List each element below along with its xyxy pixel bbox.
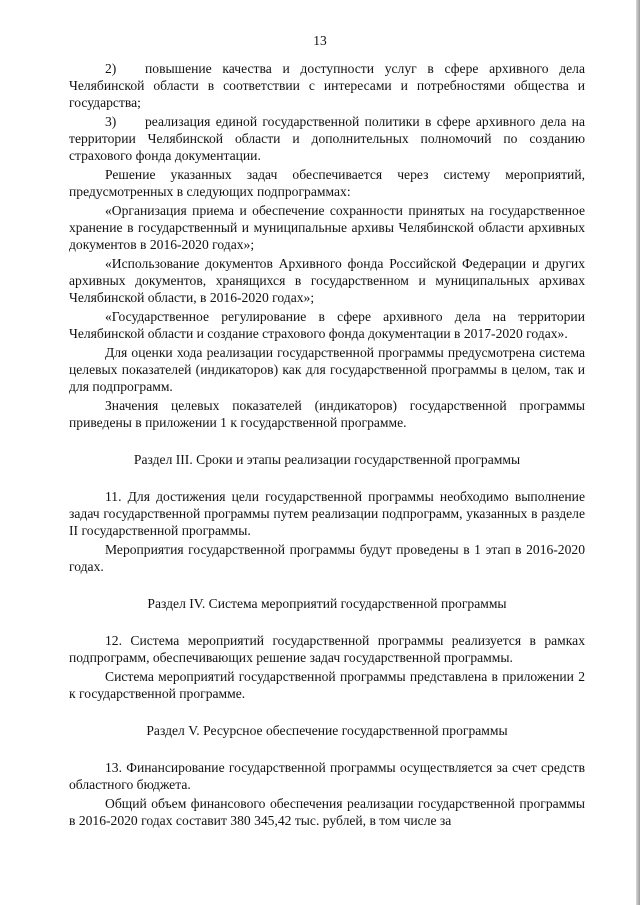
paragraph: 12. Система мероприятий государственной программы реализуется в рамках подпрограмм, обеспечивающих решение задач государственной программы. [69,633,585,665]
paragraph: Общий объем финансового обеспечения реализации государственной программы в 2016-2020 годах составит 380 345,42 тыс. рублей, в том числе за [69,796,585,828]
list-item [69,60,585,111]
section-heading-5: Раздел V. Ресурсное обеспечение государственной программы [146,723,508,738]
paragraph: Мероприятия государственной программы будут проведены в 1 этап в 2016-2020 годах. [69,542,585,574]
paragraph: 13. Финансирование государственной программы осуществляется за счет средств областного бюджета. [69,760,585,792]
subprogram-title: «Использование документов Архивного фонда Российской Федерации и других архивных документов, хранящихся в государственном и муниципальных архивах Челябинской области, в 2016-2020 годах»; [69,256,585,305]
subprogram-title: «Организация приема и обеспечение сохранности принятых на государственное хранение в государственный и муниципальные архивы Челябинской области архивных документов в 2016-2020 годах»; [69,203,585,252]
paragraph-intro: Решение указанных задач обеспечивается через систему мероприятий, предусмотренных в следующих подпрограммах: [69,167,585,199]
paragraph: Значения целевых показателей (индикаторов) государственной программы приведены в приложении 1 к государственной программе. [69,398,585,430]
paragraph: Система мероприятий государственной программы представлена в приложении 2 к государственной программе. [69,669,585,701]
document-body [69,60,585,829]
list-item-text: повышение качества и доступности услуг в сфере архивного дела Челябинской области в соответствии с интересами и потребностями общества и государства; [69,61,585,110]
list-item-number: 3) [105,114,117,129]
list-item-number: 2) [105,61,117,76]
subprogram-title: «Государственное регулирование в сфере архивного дела на территории Челябинской области и создание страхового фонда документации в 2017-2020 годах». [69,309,585,341]
section-heading-3: Раздел III. Сроки и этапы реализации государственной программы [133,452,521,467]
list-item-text: реализация единой государственной политики в сфере архивного дела на территории Челябинской области и дополнительных полномочий по созданию страхового фонда документации. [69,114,585,163]
page-edge-shadow [636,0,640,905]
section-heading-4: Раздел IV. Система мероприятий государственной программы [147,596,507,611]
list-item [69,113,585,164]
paragraph: Для оценки хода реализации государственной программы предусмотрена система целевых показателей (индикаторов) как для государственной программы в целом, так и для подпрограмм. [69,345,585,394]
page-number: 13 [313,33,327,48]
paragraph: 11. Для достижения цели государственной программы необходимо выполнение задач государственной программы путем реализации подпрограмм, указанных в разделе II государственной программы. [69,489,585,538]
